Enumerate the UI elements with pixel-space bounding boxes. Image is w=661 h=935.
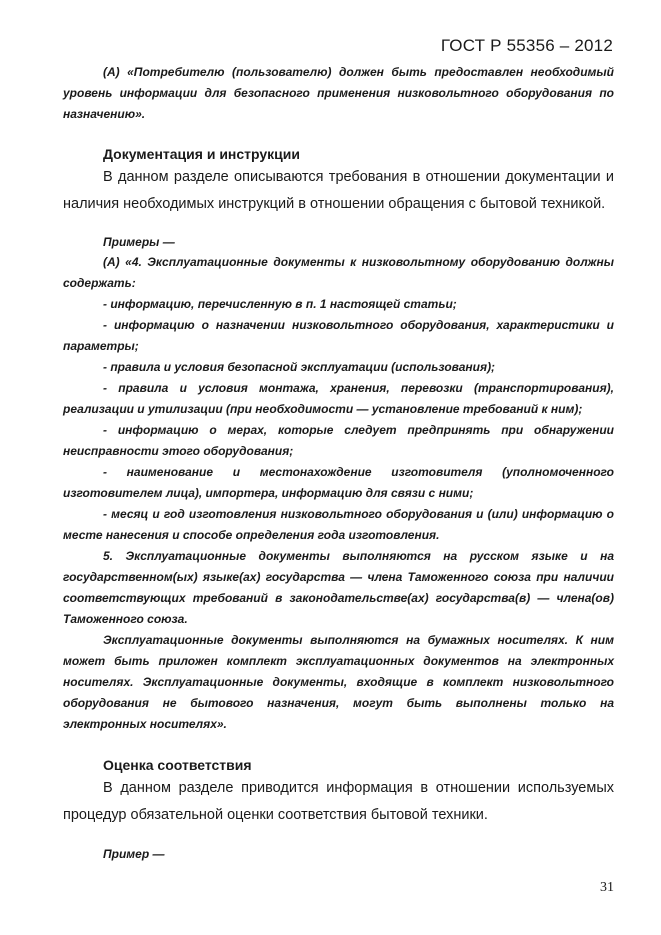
example-paragraph: - наименование и местонахождение изготовителя (уполномоченного изготовителем лица), импортера, информацию для связи с ними;: [63, 465, 614, 500]
intro-quote-block: [63, 62, 614, 125]
intro-quote: (А) «Потребителю (пользователю) должен быть предоставлен необходимый уровень информации для безопасного применения низковольтного оборудования по назначению».: [63, 65, 614, 121]
section-heading-documentation: Документация и инструкции: [103, 146, 300, 162]
example-paragraph: - правила и условия монтажа, хранения, перевозки (транспортирования), реализации и утилизации (при необходимости — установление требований к ним);: [63, 381, 614, 416]
section-text-documentation-block: [63, 164, 614, 218]
example-paragraph: - месяц и год изготовления низковольтного оборудования и (или) информацию о месте нанесения и способе определения года изготовления.: [63, 507, 614, 542]
example-paragraph: - правила и условия безопасной эксплуатации (использования);: [103, 360, 496, 374]
examples-label: Примеры —: [103, 235, 175, 249]
example-paragraph: - информацию о мерах, которые следует предпринять при обнаружении неисправности этого оборудования;: [63, 423, 614, 458]
example-paragraph: - информацию, перечисленную в п. 1 настоящей статьи;: [103, 297, 457, 311]
standard-header: ГОСТ Р 55356 – 2012: [440, 36, 613, 55]
example-paragraph: 5. Эксплуатационные документы выполняются на русском языке и на государственном(ых) языке(ах) государства — члена Таможенного союза при наличии соответствующих требований в законодательстве(ах) государства(в) — члена(ов) Таможенного союза.: [63, 549, 614, 626]
page-number: 31: [600, 880, 614, 895]
section-heading-conformity: Оценка соответствия: [103, 757, 252, 773]
section-text-documentation: В данном разделе описываются требования в отношении документации и наличия необходимых инструкций в отношении обращения с бытовой техникой.: [63, 169, 614, 212]
example-label: Пример —: [103, 847, 165, 861]
examples-block: [63, 252, 614, 735]
section-text-conformity: В данном разделе приводится информация в отношении используемых процедур обязательной оценки соответствия бытовой техники.: [63, 780, 614, 823]
example-paragraph: (А) «4. Эксплуатационные документы к низковольтному оборудованию должны содержать:: [63, 255, 614, 290]
example-paragraph: Эксплуатационные документы выполняются на бумажных носителях. К ним может быть приложен комплект эксплуатационных документов на электронных носителях. Эксплуатационные документы, входящие в комплект низковольтного оборудования не бытового назначения, могут быть выполнены только на электронных носителях».: [63, 633, 614, 731]
example-paragraph: - информацию о назначении низковольтного оборудования, характеристики и параметры;: [63, 318, 614, 353]
section-text-conformity-block: [63, 775, 614, 829]
